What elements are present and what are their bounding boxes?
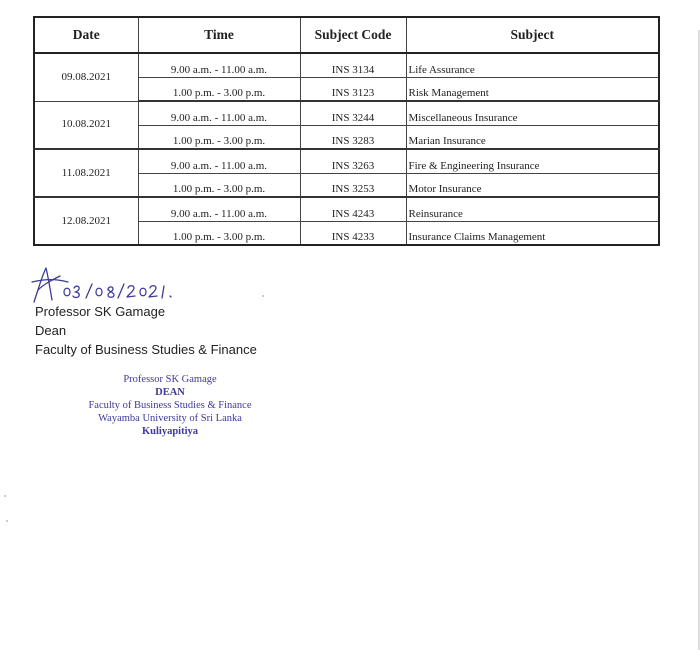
stamp-faculty: Faculty of Business Studies & Finance: [88, 400, 252, 411]
code-cell: INS 3123: [300, 77, 406, 101]
time-cell: 1.00 p.m. - 3.00 p.m.: [138, 173, 300, 197]
code-cell: INS 3263: [300, 149, 406, 173]
code-cell: INS 3134: [300, 53, 406, 77]
subject-cell: Motor Insurance: [406, 173, 659, 197]
stamp-university: Wayamba University of Sri Lanka: [98, 413, 242, 424]
code-cell: INS 4233: [300, 221, 406, 245]
signatory-title: Dean: [35, 323, 67, 338]
signatory-block: [35, 302, 257, 359]
header-time: Time: [138, 17, 300, 53]
stamp-name: Professor SK Gamage: [123, 374, 217, 385]
exam-timetable: [33, 16, 660, 246]
scan-speck: [6, 520, 8, 522]
time-cell: 1.00 p.m. - 3.00 p.m.: [138, 221, 300, 245]
header-subject: Subject: [406, 17, 659, 53]
time-cell: 1.00 p.m. - 3.00 p.m.: [138, 77, 300, 101]
signatory-name: Professor SK Gamage: [35, 304, 166, 319]
table-row: [34, 53, 659, 77]
code-cell: INS 3253: [300, 173, 406, 197]
scan-speck: [262, 295, 264, 297]
subject-cell: Insurance Claims Management: [406, 221, 659, 245]
stamp-location: Kuliyapitiya: [141, 426, 198, 437]
signatory-faculty: Faculty of Business Studies & Finance: [35, 342, 257, 357]
date-cell: 11.08.2021: [34, 149, 138, 197]
date-cell: 12.08.2021: [34, 197, 138, 245]
official-stamp: [60, 373, 280, 438]
time-cell: 9.00 a.m. - 11.00 a.m.: [138, 149, 300, 173]
time-cell: 9.00 a.m. - 11.00 a.m.: [138, 53, 300, 77]
time-cell: 9.00 a.m. - 11.00 a.m.: [138, 101, 300, 125]
time-cell: 1.00 p.m. - 3.00 p.m.: [138, 125, 300, 149]
date-cell: 10.08.2021: [34, 101, 138, 149]
code-cell: INS 3244: [300, 101, 406, 125]
subject-cell: Life Assurance: [406, 53, 659, 77]
table-header-row: [34, 17, 659, 53]
header-subject-code: Subject Code: [300, 17, 406, 53]
subject-cell: Miscellaneous Insurance: [406, 101, 659, 125]
date-cell: 09.08.2021: [34, 53, 138, 101]
subject-cell: Fire & Engineering Insurance: [406, 149, 659, 173]
scan-speck: [4, 495, 6, 497]
time-cell: 9.00 a.m. - 11.00 a.m.: [138, 197, 300, 221]
table-row: [34, 197, 659, 221]
subject-cell: Marian Insurance: [406, 125, 659, 149]
code-cell: INS 3283: [300, 125, 406, 149]
code-cell: INS 4243: [300, 197, 406, 221]
header-date: Date: [34, 17, 138, 53]
subject-cell: Reinsurance: [406, 197, 659, 221]
stamp-title: DEAN: [155, 387, 185, 398]
table-row: [34, 149, 659, 173]
subject-cell: Risk Management: [406, 77, 659, 101]
table-row: [34, 101, 659, 125]
